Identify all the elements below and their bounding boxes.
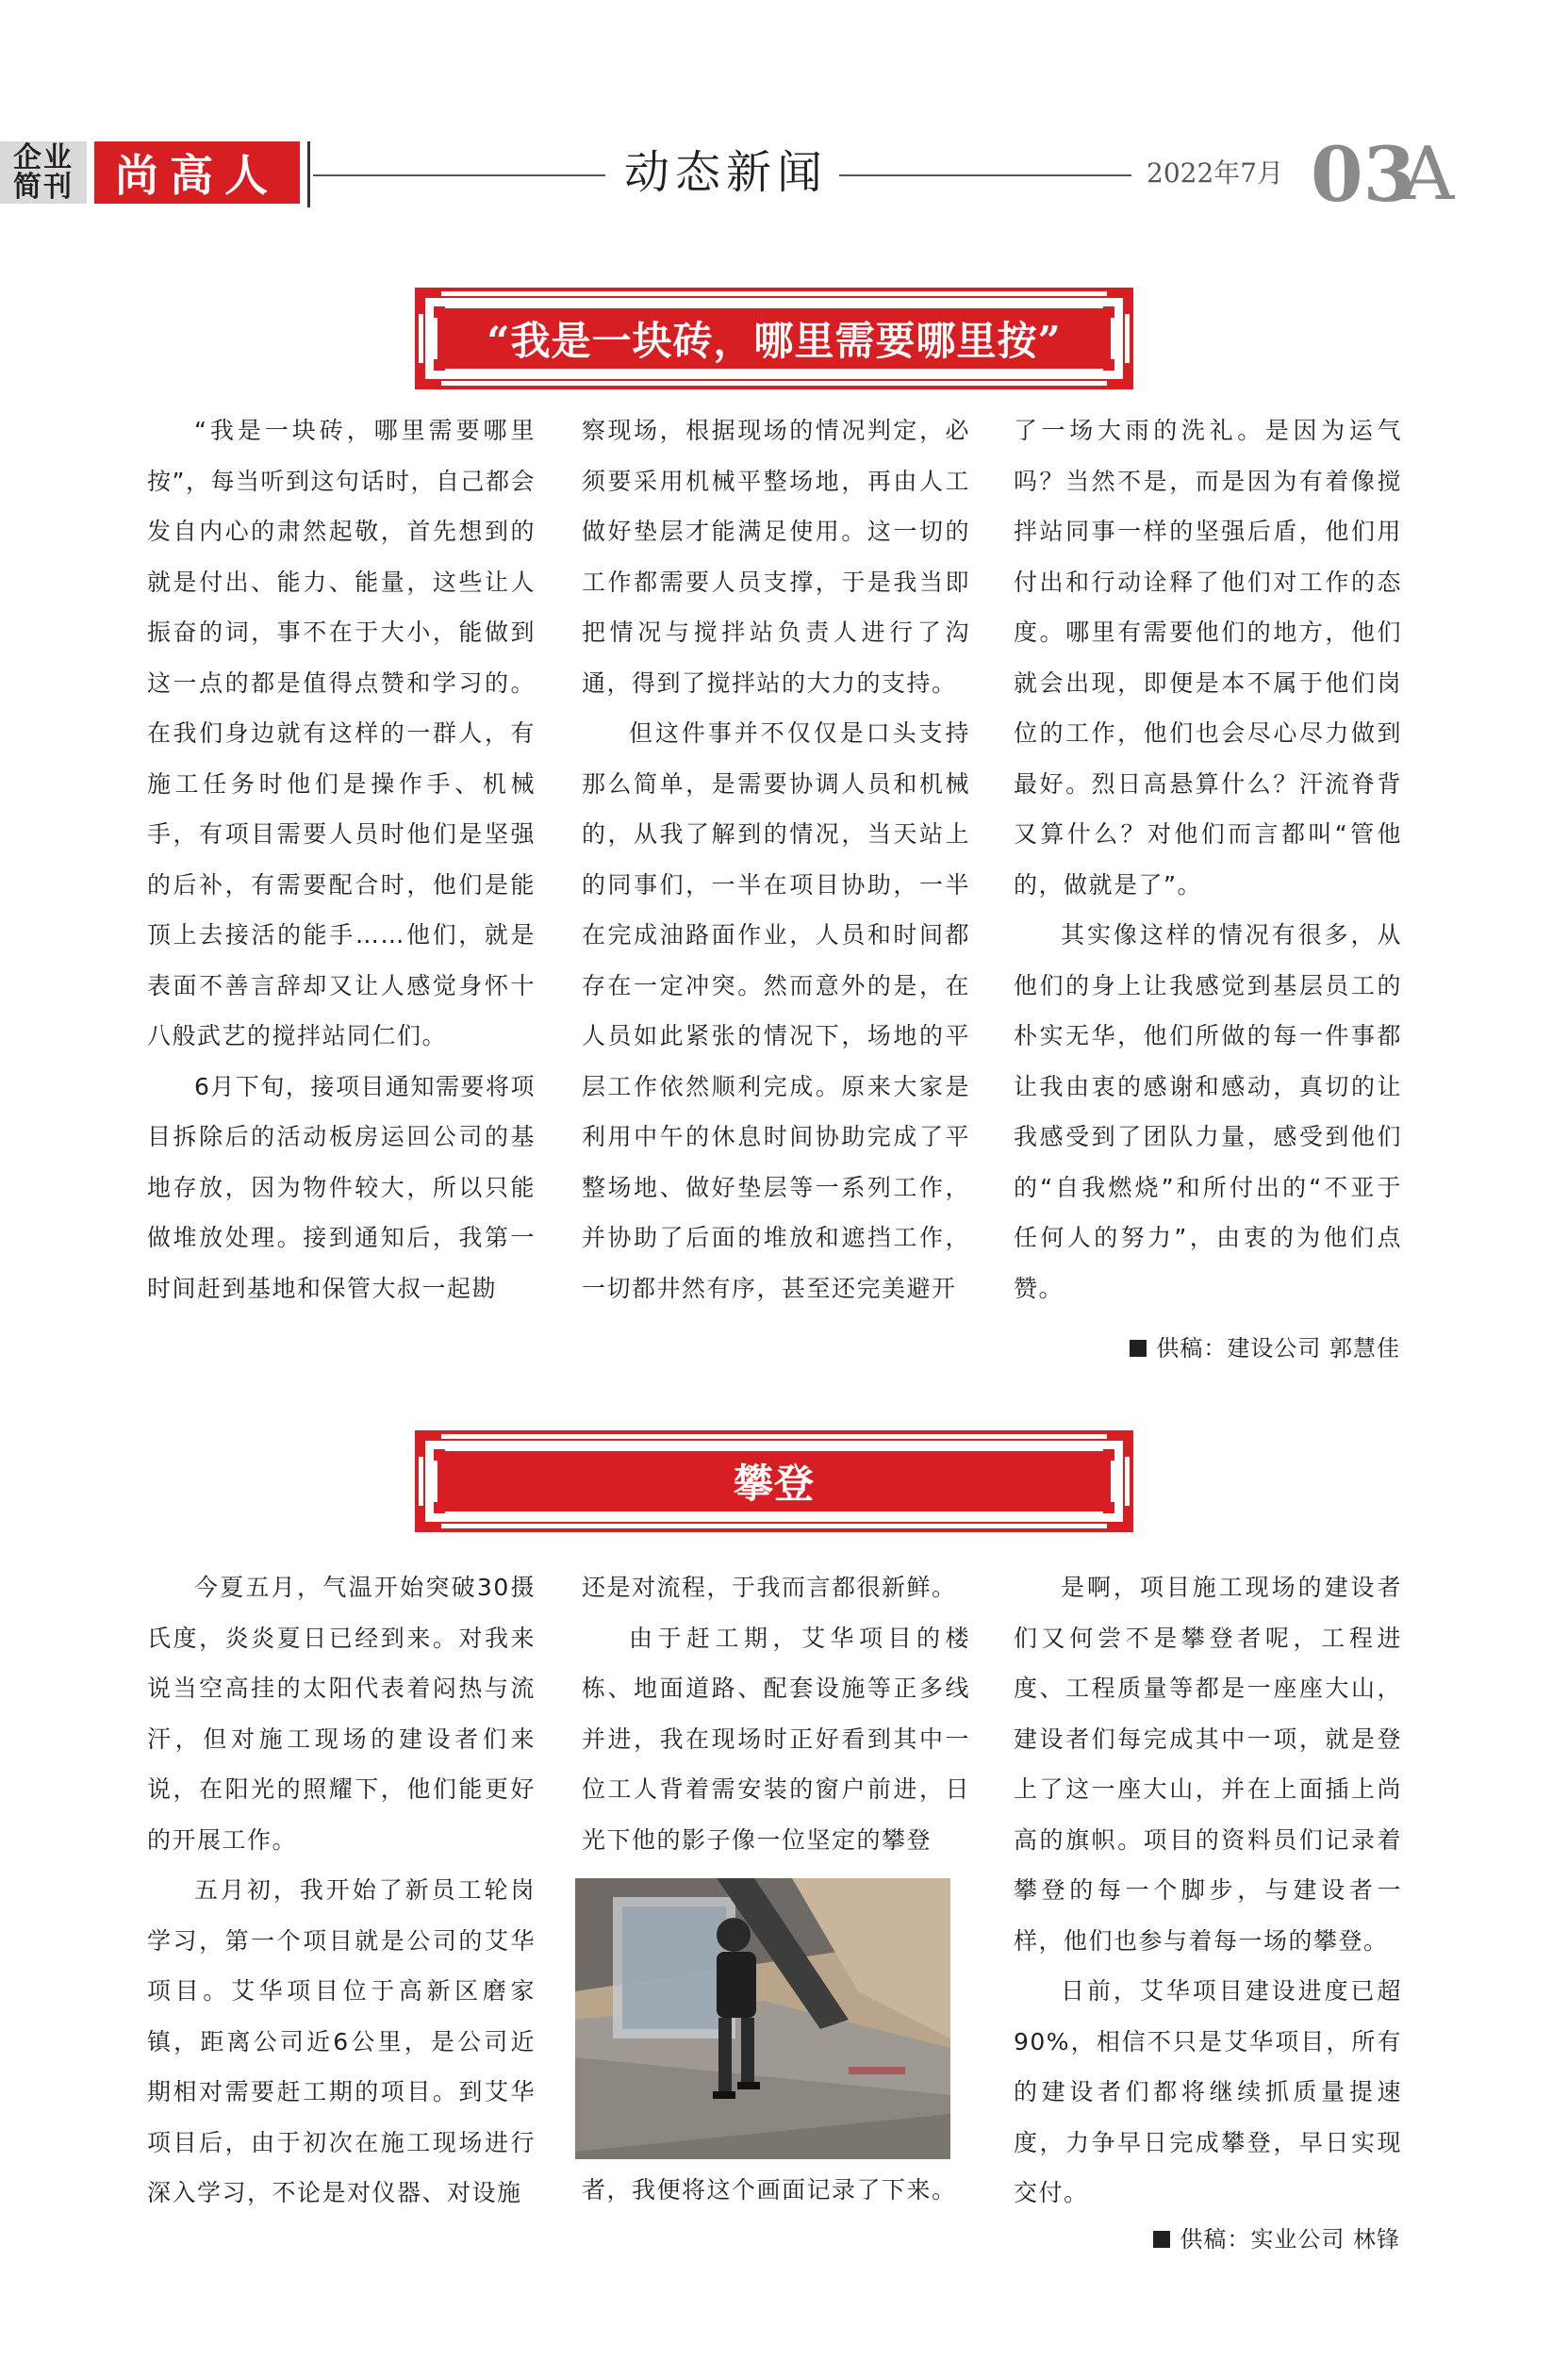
article2-column-3 — [1014, 1562, 1402, 2219]
article2-col2-para-2: 由于赶工期，艾华项目的楼栋、地面道路、配套设施等正多线并进，我在现场时正好看到其中一位工人背着需安装的窗户前进，日光下他的影子像一位坚定的攀登 — [582, 1624, 970, 1854]
article2-title: 攀登 — [733, 1461, 815, 1507]
article2-col2-para-1: 还是对流程，于我而言都很新鲜。 — [582, 1574, 957, 1601]
publication-logo-small: 企业 简刊 — [0, 141, 87, 204]
article1-credit-text: 供稿：建设公司 郭慧佳 — [1156, 1335, 1400, 1362]
article2-col3-para-2: 日前，艾华项目建设进度已超90%，相信不只是艾华项目，所有的建设者们都将继续抓质量提速度，力争早日完成攀登，早日实现交付。 — [1014, 1977, 1402, 2206]
article2-column-2 — [582, 1562, 970, 1865]
publication-logo-name: 尚高人 — [94, 141, 300, 204]
article2-column-2-bottom — [582, 2165, 970, 2216]
section-title: 动态新闻 — [623, 146, 828, 199]
article1-col3-para-1: 了一场大雨的洗礼。是因为运气吗？当然不是，而是因为有着像搅拌站同事一样的坚强后盾，他们用付出和行动诠释了他们对工作的态度。哪里有需要他们的地方，他们就会出现，即便是本不属于他们岗位的工作，他们也会尽心尽力做到最好。烈日高悬算什么？汗流脊背又算什么？对他们而言都叫“管他的，做就是了”。 — [1014, 417, 1402, 899]
article2-column-1 — [147, 1562, 536, 2219]
article1-column-1 — [147, 405, 536, 1313]
article2-col2-para-3: 者，我便将这个画面记录了下来。 — [582, 2176, 957, 2204]
issue-date: 2022年7月 — [1147, 157, 1284, 189]
header-rule-right — [839, 174, 1131, 176]
article1-column-2 — [582, 405, 970, 1313]
article2-col1-para-2: 五月初，我开始了新员工轮岗学习，第一个项目就是公司的艾华项目。艾华项目位于高新区磨家镇，距离公司近6公里，是公司近期相对需要赶工期的项目。到艾华项目后，由于初次在施工现场进行深入学习，不论是对仪器、对设施 — [147, 1876, 536, 2206]
page-number: 03 — [1311, 130, 1416, 219]
article2-title-banner — [415, 1430, 1133, 1532]
article2-credit — [1153, 2220, 1400, 2253]
page-letter: A — [1401, 132, 1455, 217]
article1-col3-para-2: 其实像这样的情况有很多，从他们的身上让我感觉到基层员工的朴实无华，他们所做的每一件事都让我由衷的感谢和感动，真切的让我感受到了团队力量，感受到他们的“自我燃烧”和所付出的“不亚于任何人的努力”，由衷的为他们点赞。 — [1014, 921, 1402, 1302]
header-rule-left — [313, 174, 605, 176]
worker-carrying-window-image — [575, 1878, 950, 2159]
article1-col1-para-2: 6月下旬，接项目通知需要将项目拆除后的活动板房运回公司的基地存放，因为物件较大，所以只能做堆放处理。接到通知后，我第一时间赶到基地和保管大叔一起勘 — [147, 1072, 536, 1302]
article2-col1-para-1: 今夏五月，气温开始突破30摄氏度，炎炎夏日已经到来。对我来说当空高挂的太阳代表着闷热与流汗，但对施工现场的建设者们来说，在阳光的照耀下，他们能更好的开展工作。 — [147, 1574, 536, 1854]
article2-credit-text: 供稿：实业公司 林锋 — [1180, 2226, 1400, 2253]
credit-square-icon — [1130, 1340, 1147, 1357]
masthead — [0, 132, 1568, 217]
article1-col2-para-2: 但这件事并不仅仅是口头支持那么简单，是需要协调人员和机械的，从我了解到的情况，当天站上的同事们，一半在项目协助，一半在完成油路面作业，人员和时间都存在一定冲突。然而意外的是，在人员如此紧张的情况下，场地的平层工作依然顺利完成。原来大家是利用中午的休息时间协助完成了平整场地、做好垫层等一系列工作，并协助了后面的堆放和遮挡工作，一切都井然有序，甚至还完美避开 — [582, 719, 970, 1302]
construction-worker-photo — [575, 1878, 950, 2159]
article2-col3-para-1: 是啊，项目施工现场的建设者们又何尝不是攀登者呢，工程进度、工程质量等都是一座座大山，建设者们每完成其中一项，就是登上了这一座大山，并在上面插上尚高的旗帜。项目的资料员们记录着攀登的每一个脚步，与建设者一样，他们也参与着每一场的攀登。 — [1014, 1574, 1402, 1955]
article1-col2-para-1: 察现场，根据现场的情况判定，必须要采用机械平整场地，再由人工做好垫层才能满足使用。这一切的工作都需要人员支撑，于是我当即把情况与搅拌站负责人进行了沟通，得到了搅拌站的大力的支持。 — [582, 417, 970, 697]
article1-credit — [1130, 1329, 1400, 1362]
article1-title-banner — [415, 288, 1133, 389]
article1-col1-para-1: “我是一块砖，哪里需要哪里按”，每当听到这句话时，自己都会发自内心的肃然起敬，首先想到的就是付出、能力、能量，这些让人振奋的词，事不在于大小，能做到这一点的都是值得点赞和学习的。在我们身边就有这样的一群人，有施工任务时他们是操作手、机械手，有项目需要人员时他们是坚强的后补，有需要配合时，他们是能顶上去接活的能手……他们，就是表面不善言辞却又让人感觉身怀十八般武艺的搅拌站同仁们。 — [147, 417, 536, 1049]
credit-square-icon — [1153, 2231, 1170, 2248]
article1-title: “我是一块砖，哪里需要哪里按” — [487, 318, 1062, 364]
logo-separator — [307, 141, 310, 207]
article1-column-3 — [1014, 405, 1402, 1313]
